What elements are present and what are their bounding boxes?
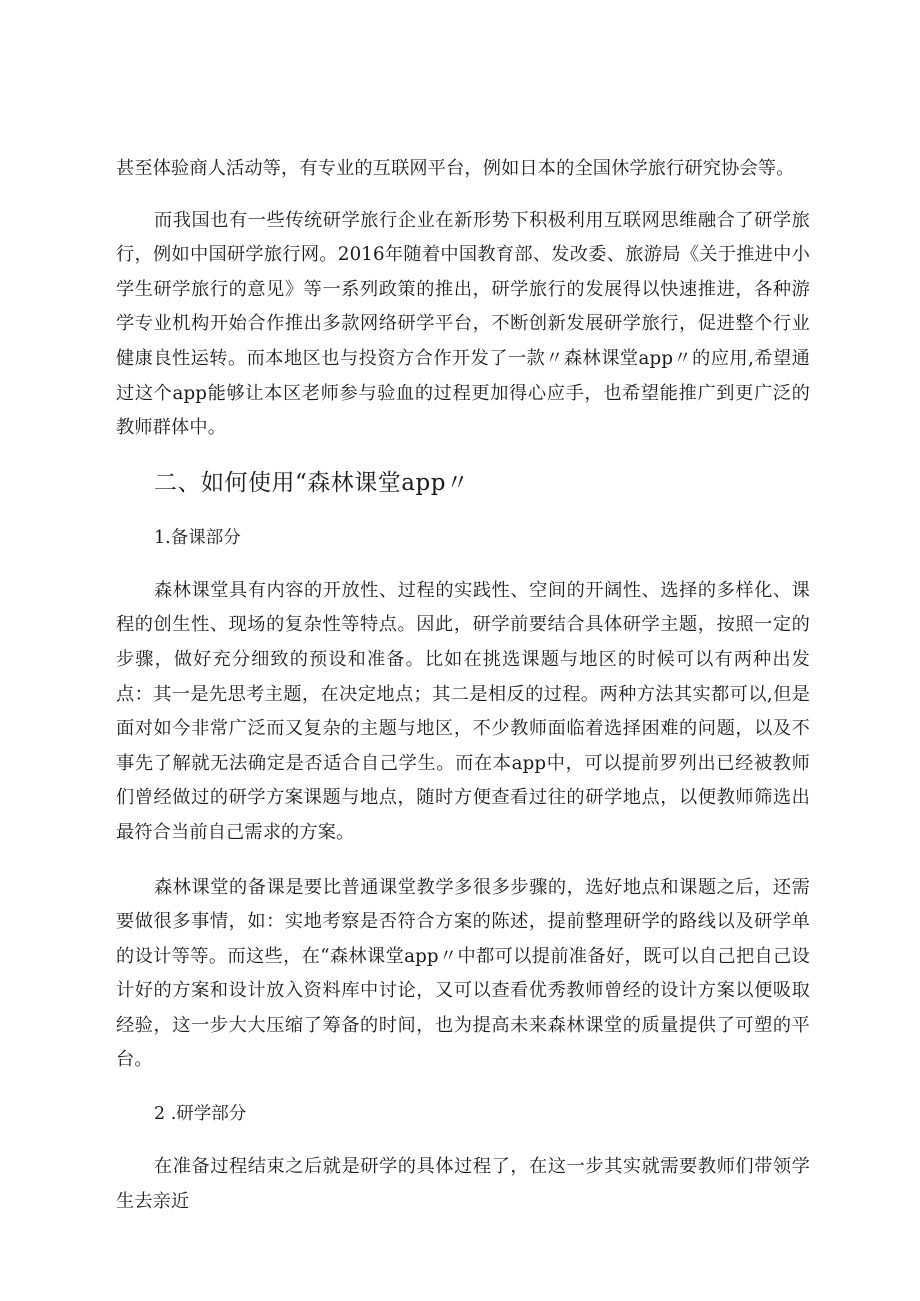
document-page	[116, 152, 810, 1219]
paragraph-research-travel-china: 而我国也有一些传统研学旅行企业在新形势下积极利用互联网思维融合了研学旅行，例如中国研学旅行网。2016年随着中国教育部、发改委、旅游局《关于推进中小学生研学旅行的意见》等一系列政策的推出，研学旅行的发展得以快速推进，各种游学专业机构开始合作推出多款网络研学平台，不断创新发展研学旅行，促进整个行业健康良性运转。而本地区也与投资方合作开发了一款〃森林课堂app〃的应用,希望通过这个app能够让本区老师参与验血的过程更加得心应手，也希望能推广到更广泛的教师群体中。	[116, 209, 810, 439]
paragraph-research-process: 在准备过程结束之后就是研学的具体过程了，在这一步其实就需要教师们带领学生去亲近	[116, 1156, 810, 1212]
paragraph-forest-classroom-features: 森林课堂具有内容的开放性、过程的实践性、空间的开阔性、选择的多样化、课程的创生性、现场的复杂性等特点。因此，研学前要结合具体研学主题，按照一定的步骤，做好充分细致的预设和准备。比如在挑选课题与地区的时候可以有两种出发点：其一是先思考主题，在决定地点；其二是相反的过程。两种方法其实都可以,但是面对如今非常广泛而又复杂的主题与地区，不少教师面临着选择困难的问题，以及不事先了解就无法确定是否适合自己学生。而在本app中，可以提前罗列出已经被教师们曾经做过的研学方案课题与地点，随时方便查看过往的研学地点，以便教师筛选出最符合当前自己需求的方案。	[116, 579, 810, 843]
section-heading-how-to-use: 二、如何使用“森林课堂app〃	[154, 469, 470, 496]
paragraph-lesson-prep-steps: 森林课堂的备课是要比普通课堂教学多很多步骤的，选好地点和课题之后，还需要做很多事情，如：实地考察是否符合方案的陈述，提前整理研学的路线以及研学单的设计等等。而这些，在“森林课堂app〃中都可以提前准备好，既可以自己把自己设计好的方案和设计放入资料库中讨论，又可以查看优秀教师曾经的设计方案以便吸取经验，这一步大大压缩了筹备的时间，也为提高未来森林课堂的质量提供了可塑的平台。	[116, 876, 810, 1071]
subheading-research-part: 2 .研学部分	[154, 1104, 247, 1125]
paragraph-continuation: 甚至体验商人活动等，有专业的互联网平台，例如日本的全国休学旅行研究协会等。	[116, 158, 795, 179]
subheading-lesson-prep: 1.备课部分	[154, 527, 241, 548]
